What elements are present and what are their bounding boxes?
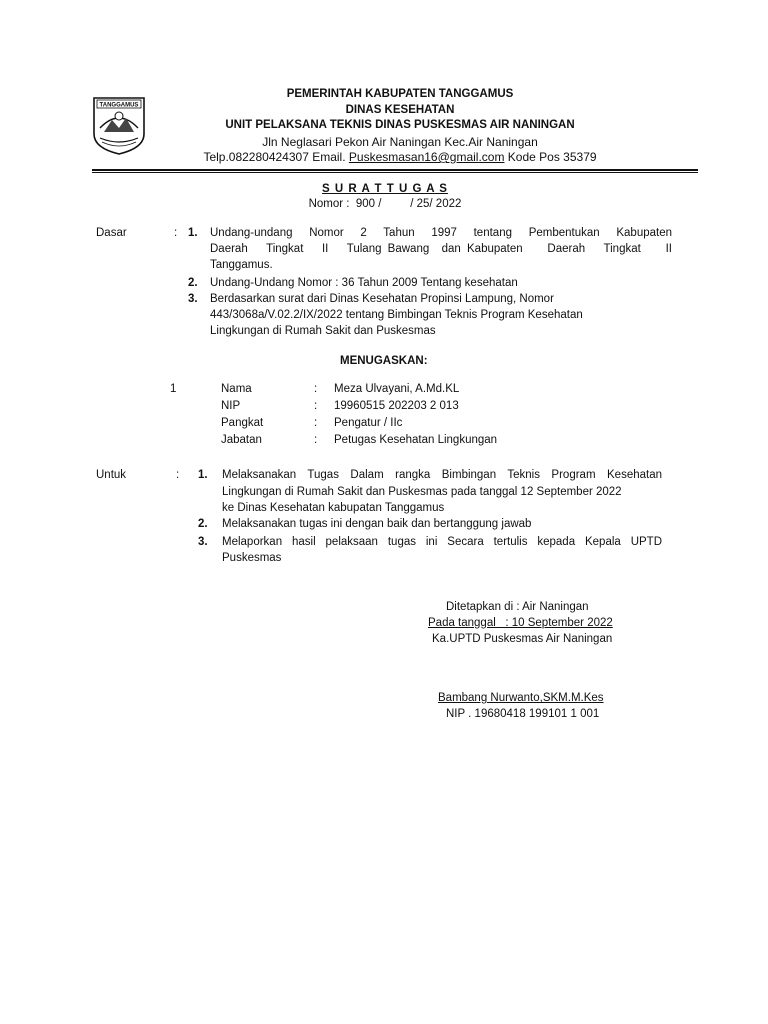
header-contact <box>130 150 670 164</box>
untuk-colon: : <box>176 469 180 481</box>
dasar-item-number: 3. <box>188 293 198 305</box>
dasar-item-line: Berdasarkan surat dari Dinas Kesehatan Propinsi Lampung, Nomor <box>210 293 554 305</box>
signature-tanggal: Pada tanggal : 10 September 2022 <box>428 617 613 629</box>
untuk-item-line: Puskesmas <box>222 552 282 564</box>
untuk-item-line: Melaksanakan Tugas Dalam rangka Bimbingan Teknis Program Kesehatan <box>222 469 662 481</box>
person-colon: : <box>314 417 318 429</box>
untuk-item-line: ke Dinas Kesehatan kabupatan Tanggamus <box>222 502 445 514</box>
person-colon: : <box>314 400 318 412</box>
dasar-item-line: Tanggamus. <box>210 259 273 271</box>
telp-text: Telp.082280424307 Email. <box>203 150 349 164</box>
person-value-nip: 19960515 202203 2 013 <box>334 400 459 412</box>
person-colon: : <box>314 383 318 395</box>
dasar-item-number: 2. <box>188 277 198 289</box>
signature-nip: NIP . 19680418 199101 1 001 <box>446 708 600 720</box>
header-line2: DINAS KESEHATAN <box>345 104 455 116</box>
header-divider-thin <box>92 172 698 173</box>
dasar-item-line: Lingkungan di Rumah Sakit dan Puskesmas <box>210 325 436 337</box>
header-address: Jln Neglasari Pekon Air Naningan Kec.Air Naningan <box>262 135 538 149</box>
person-number: 1 <box>170 383 177 395</box>
person-label-jabatan: Jabatan <box>221 434 262 446</box>
header-divider <box>92 169 698 171</box>
untuk-item-line: Melaksanakan tugas ini dengan baik dan bertanggung jawab <box>222 518 532 530</box>
person-label-pangkat: Pangkat <box>221 417 264 429</box>
dasar-item-number: 1. <box>188 227 198 239</box>
person-value-pangkat: Pengatur / IIc <box>334 417 403 429</box>
document-number: Nomor : 900 / / 25/ 2022 <box>308 198 462 210</box>
untuk-item-number: 1. <box>198 469 208 481</box>
untuk-item-line: Lingkungan di Rumah Sakit dan Puskesmas pada tanggal 12 September 2022 <box>222 486 622 498</box>
dasar-item-line: Undang-Undang Nomor : 36 Tahun 2009 Tentang kesehatan <box>210 277 518 289</box>
logo-text: TANGGAMUS <box>99 102 139 109</box>
dasar-label: Dasar <box>96 227 127 239</box>
person-label-nip: NIP <box>221 400 241 412</box>
dasar-item-line: Daerah Tingkat II Tulang Bawang dan Kabupaten Daerah Tingkat II <box>210 243 672 255</box>
signature-jabatan: Ka.UPTD Puskesmas Air Naningan <box>432 633 613 645</box>
untuk-item-line: Melaporkan hasil pelaksaan tugas ini Secara tertulis kepada Kepala UPTD <box>222 536 662 548</box>
person-value-nama: Meza Ulvayani, A.Md.KL <box>334 383 460 395</box>
email-link[interactable]: Puskesmasan16@gmail.com <box>348 150 505 164</box>
dasar-colon: : <box>174 227 178 239</box>
untuk-item-number: 2. <box>198 518 208 530</box>
dasar-item-line: 443/3068a/V.02.2/IX/2022 tentang Bimbingan Teknis Program Kesehatan <box>210 309 583 321</box>
header-line1: PEMERINTAH KABUPATEN TANGGAMUS <box>286 88 514 100</box>
person-label-nama: Nama <box>221 383 252 395</box>
person-colon: : <box>314 434 318 446</box>
signature-nama: Bambang Nurwanto,SKM.M.Kes <box>438 692 604 704</box>
person-value-jabatan: Petugas Kesehatan Lingkungan <box>334 434 498 446</box>
document-title: S U R A T T U G A S <box>322 183 448 195</box>
kodepos-text: Kode Pos 35379 <box>504 150 597 164</box>
untuk-item-number: 3. <box>198 536 208 548</box>
dasar-item-line: Undang-undang Nomor 2 Tahun 1997 tentang Pembentukan Kabupaten <box>210 227 672 239</box>
header-line3: UNIT PELAKSANA TEKNIS DINAS PUSKESMAS AIR NANINGAN <box>225 119 575 131</box>
signature-ditetapkan: Ditetapkan di : Air Naningan <box>446 601 589 613</box>
menugaskan-heading: MENUGASKAN: <box>340 355 428 367</box>
untuk-label: Untuk <box>96 469 127 481</box>
